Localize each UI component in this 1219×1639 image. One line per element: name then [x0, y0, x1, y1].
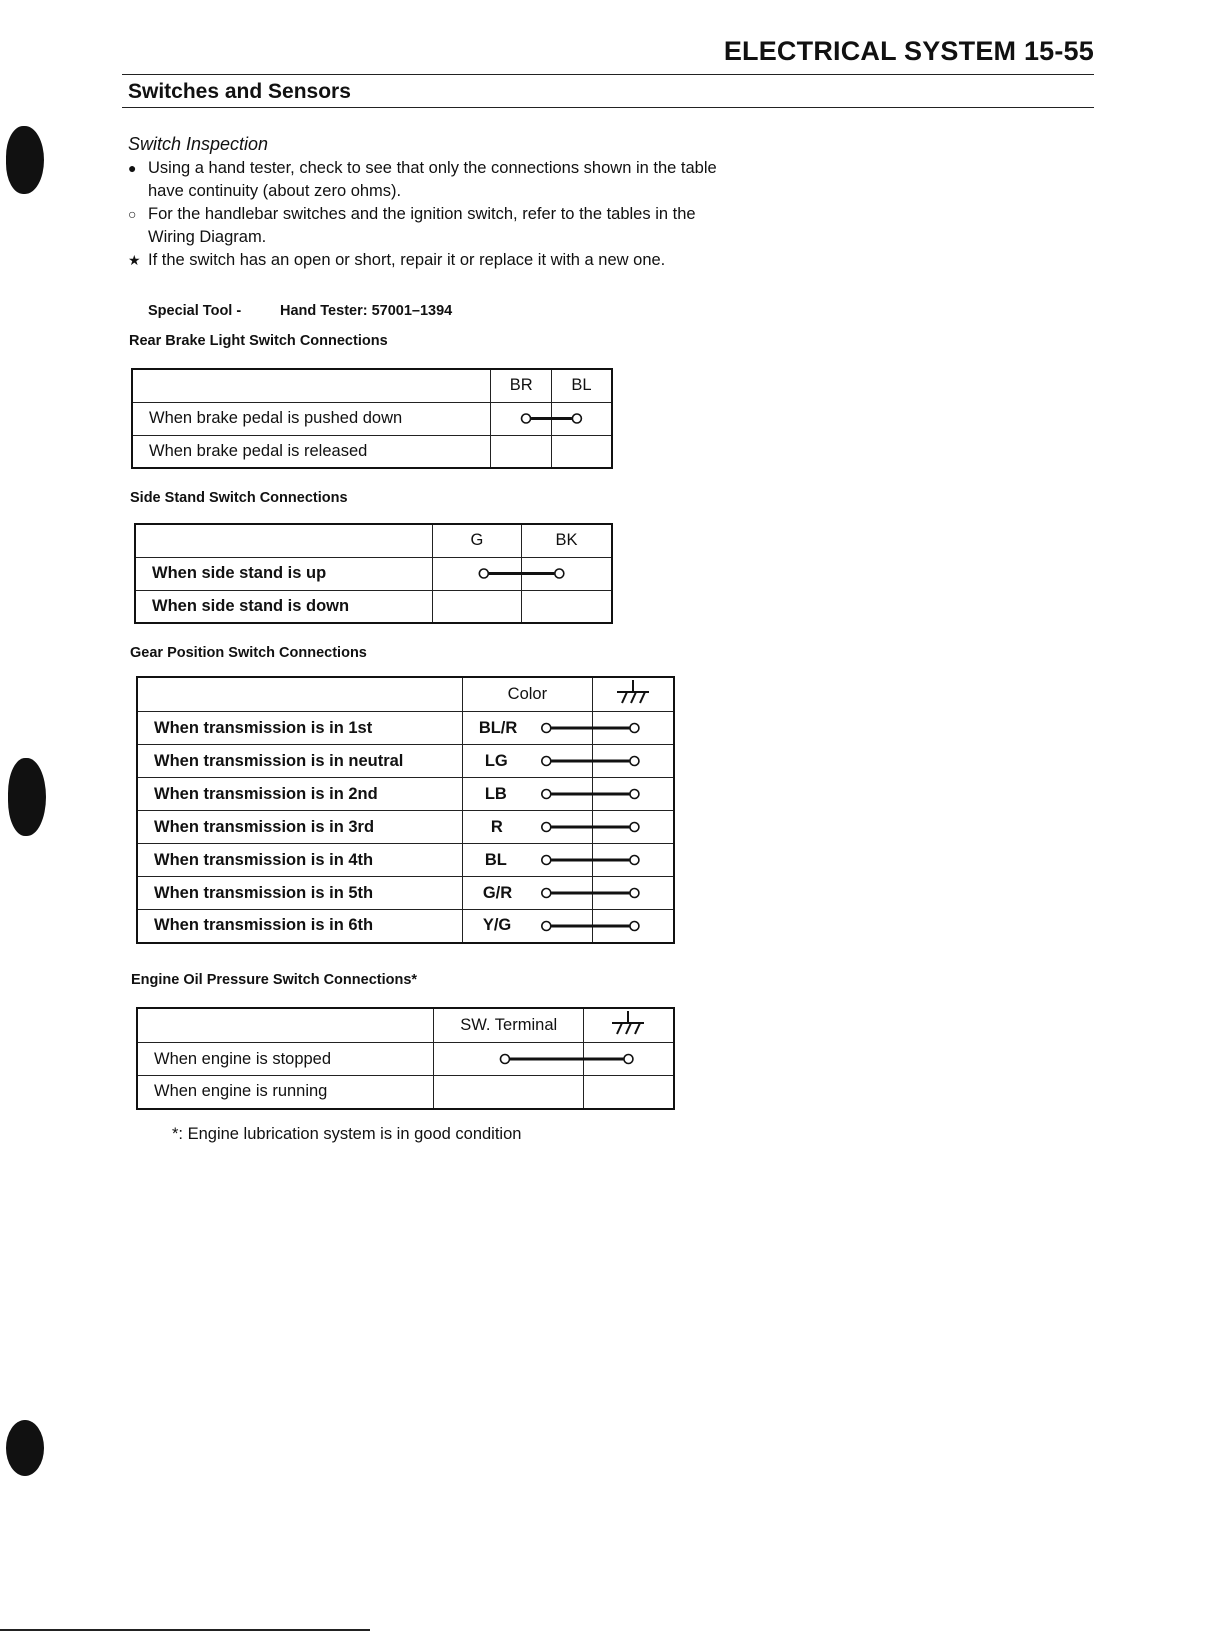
continuity-connector [542, 724, 639, 733]
row-label: When transmission is in 6th [137, 910, 462, 943]
inspection-item-text: If the switch has an open or short, repair it or replace it with a new one. [148, 251, 666, 269]
wire-color: R [462, 811, 592, 844]
continuity-connector [542, 922, 639, 931]
row-label: When brake pedal is pushed down [132, 402, 491, 435]
special-tool-value: Hand Tester: 57001–1394 [280, 303, 453, 319]
continuity-connector [542, 889, 639, 898]
row-label: When side stand is down [135, 590, 432, 623]
inspection-item-text: Using a hand tester, check to see that only the connections shown in the table have continuity (about zero ohms). [148, 159, 717, 200]
row-label: When transmission is in 5th [137, 877, 462, 910]
wire-color: Y/G [462, 910, 592, 943]
continuity-connector [479, 569, 563, 578]
wire-color: G/R [462, 877, 592, 910]
column-header: BK [522, 524, 612, 557]
wire-color: BL/R [462, 712, 592, 745]
continuity-connector [522, 414, 582, 423]
row-label: When brake pedal is released [132, 435, 491, 468]
continuity-connector [542, 790, 639, 799]
row-label: When transmission is in 4th [137, 844, 462, 877]
chapter-title: ELECTRICAL SYSTEM 15-55 [723, 36, 1094, 66]
oil-pressure-caption: Engine Oil Pressure Switch Connections* [131, 972, 418, 988]
rear-brake-caption: Rear Brake Light Switch Connections [129, 333, 388, 349]
row-label: When engine is running [137, 1076, 434, 1109]
row-label: When transmission is in 3rd [137, 811, 462, 844]
column-header: BR [491, 369, 552, 402]
side-stand-caption: Side Stand Switch Connections [130, 490, 348, 506]
note-icon: ○ [128, 206, 137, 222]
inspection-item-text: For the handlebar switches and the ignition switch, refer to the tables in the Wiring Diagram. [148, 205, 696, 246]
wire-color: BL [462, 844, 592, 877]
row-label: When engine is stopped [137, 1043, 434, 1076]
column-header: G [432, 524, 521, 557]
wire-color: LG [462, 745, 592, 778]
section-title: Switches and Sensors [128, 80, 351, 103]
terminal-header: SW. Terminal [434, 1008, 583, 1043]
bullet-icon: ● [128, 160, 137, 176]
star-icon: ★ [128, 252, 141, 268]
wire-color: LB [462, 778, 592, 811]
footnote: *: Engine lubrication system is in good condition [172, 1125, 522, 1143]
continuity-connector [542, 757, 639, 766]
row-label: When transmission is in neutral [137, 745, 462, 778]
continuity-connector [542, 823, 639, 832]
switch-inspection-heading: Switch Inspection [128, 134, 269, 154]
special-tool-label: Special Tool - [148, 303, 242, 319]
continuity-connector [500, 1055, 632, 1064]
row-label: When side stand is up [135, 557, 432, 590]
column-header: BL [551, 369, 612, 402]
gear-position-caption: Gear Position Switch Connections [130, 645, 367, 661]
row-label: When transmission is in 2nd [137, 778, 462, 811]
continuity-connector [542, 856, 639, 865]
row-label: When transmission is in 1st [137, 712, 462, 745]
color-header: Color [462, 677, 592, 712]
